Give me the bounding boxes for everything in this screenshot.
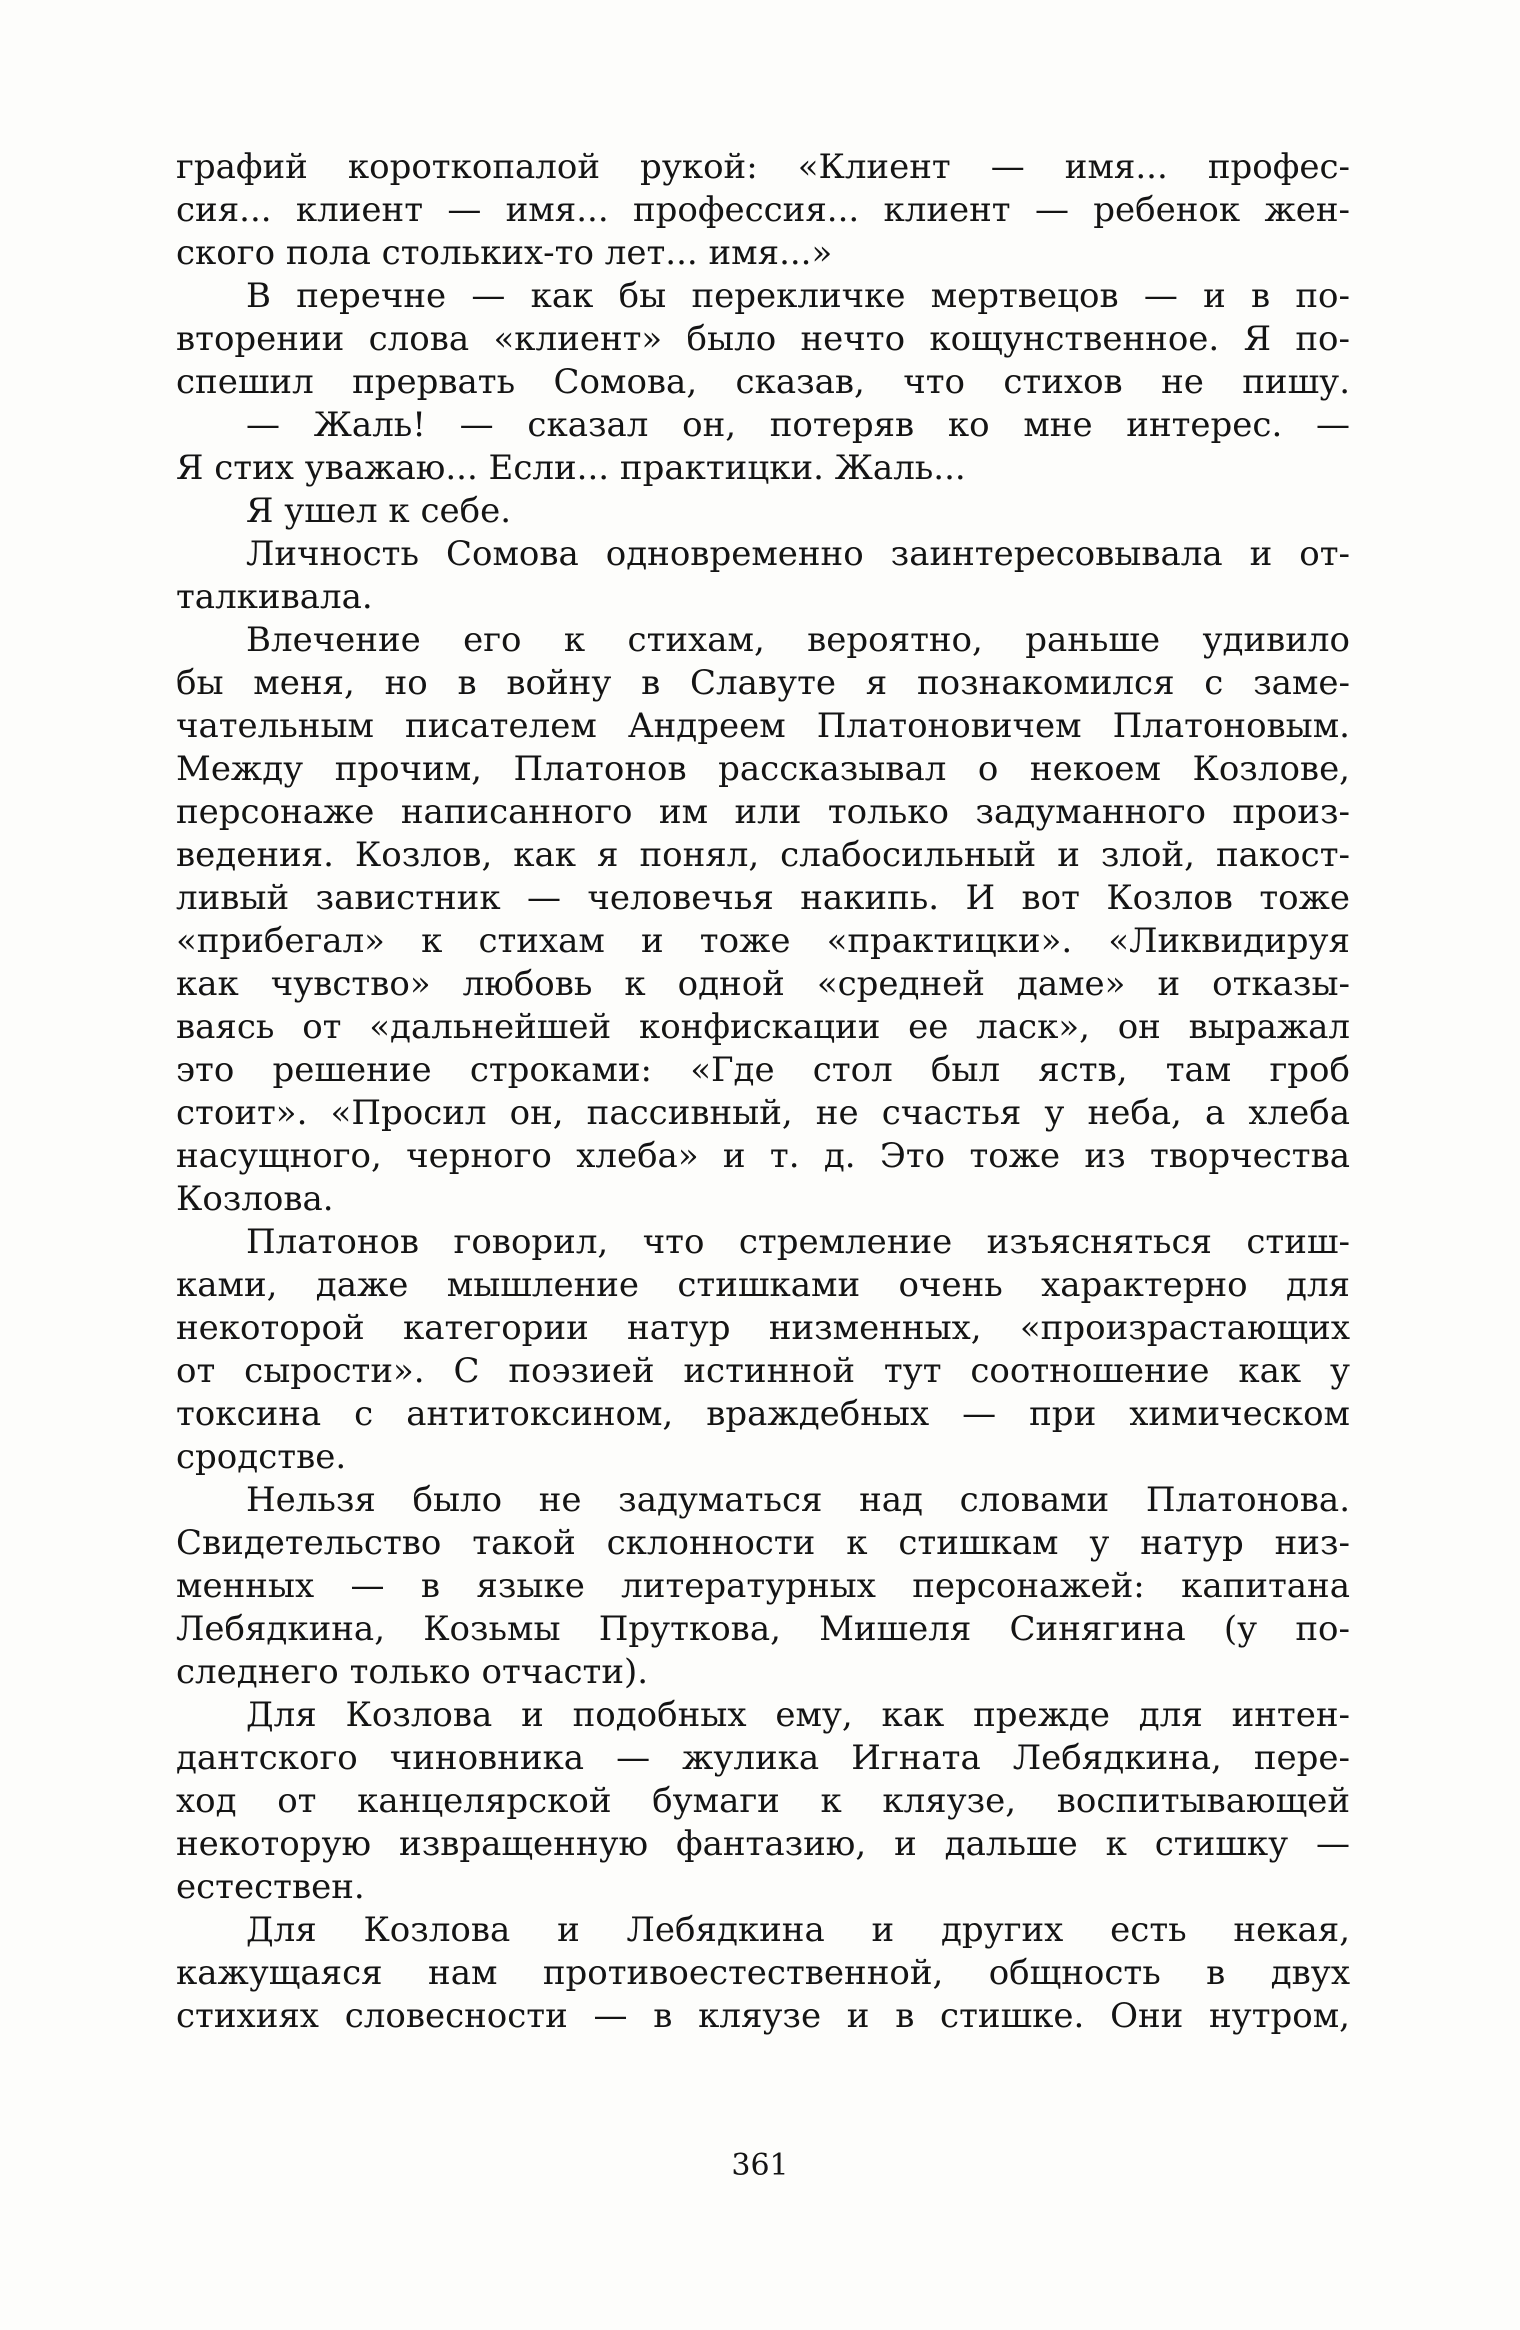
text-line: Я ушел к себе.	[246, 491, 512, 531]
text-line: менных — в языке литературных персонажей: капитана	[176, 1566, 1350, 1606]
text-line: персонаже написанного им или только задуманного произ-	[176, 792, 1350, 832]
text-line: чательным писателем Андреем Платоновичем Платоновым.	[176, 706, 1350, 746]
text-line: сия... клиент — имя... профессия... клиент — ребенок жен-	[176, 190, 1350, 230]
text-line: ского пола стольких-то лет... имя...»	[176, 233, 833, 273]
text-line: ведения. Козлов, как я понял, слабосильный и злой, пакост-	[176, 835, 1350, 875]
text-line: вторении слова «клиент» было нечто кощунственное. Я по-	[176, 319, 1350, 359]
page-number: 361	[731, 2148, 789, 2183]
text-line: некоторую извращенную фантазию, и дальше к стишку —	[176, 1824, 1350, 1864]
text-line: от сырости». С поэзией истинной тут соотношение как у	[176, 1351, 1350, 1391]
text-line: токсина с антитоксином, враждебных — при химическом	[176, 1394, 1350, 1434]
text-line: следнего только отчасти).	[176, 1652, 649, 1692]
text-line: дантского чиновника — жулика Игната Лебядкина, пере-	[176, 1738, 1350, 1778]
text-line: сродстве.	[176, 1437, 347, 1477]
text-line: стоит». «Просил он, пассивный, не счастья у неба, а хлеба	[176, 1093, 1350, 1133]
text-line: естествен.	[176, 1867, 365, 1907]
text-line: — Жаль! — сказал он, потеряв ко мне интерес. —	[246, 405, 1350, 445]
text-line: ход от канцелярской бумаги к кляузе, воспитывающей	[176, 1781, 1350, 1821]
text-line: В перечне — как бы перекличке мертвецов — и в по-	[246, 276, 1350, 316]
text-line: это решение строками: «Где стол был яств, там гроб	[176, 1050, 1350, 1090]
text-line: Для Козлова и Лебядкина и других есть некая,	[246, 1910, 1350, 1950]
text-line: ками, даже мышление стишками очень характерно для	[176, 1265, 1350, 1305]
text-line: Личность Сомова одновременно заинтересовывала и от-	[246, 534, 1350, 574]
text-line: кажущаяся нам противоестественной, общность в двух	[176, 1953, 1350, 1993]
text-line: как чувство» любовь к одной «средней даме» и отказы-	[176, 964, 1350, 1004]
text-line: Лебядкина, Козьмы Пруткова, Мишеля Синягина (у по-	[176, 1609, 1350, 1649]
text-line: некоторой категории натур низменных, «произрастающих	[176, 1308, 1350, 1348]
text-line: графий короткопалой рукой: «Клиент — имя... профес-	[176, 147, 1350, 187]
text-line: насущного, черного хлеба» и т. д. Это тоже из творчества	[176, 1136, 1350, 1176]
text-line: Влечение его к стихам, вероятно, раньше удивило	[246, 620, 1350, 660]
text-line: Платонов говорил, что стремление изъясняться стиш-	[246, 1222, 1350, 1262]
text-line: Козлова.	[176, 1179, 334, 1219]
body-text	[176, 146, 1350, 2038]
text-line: бы меня, но в войну в Славуте я познакомился с заме-	[176, 663, 1350, 703]
text-line: Свидетельство такой склонности к стишкам у натур низ-	[176, 1523, 1350, 1563]
text-line: Я стих уважаю... Если... практицки. Жаль...	[176, 448, 966, 488]
text-line: Нельзя было не задуматься над словами Платонова.	[246, 1480, 1350, 1520]
text-line: стихиях словесности — в кляузе и в стишке. Они нутром,	[176, 1996, 1350, 2036]
text-line: талкивала.	[176, 577, 373, 617]
text-line: «прибегал» к стихам и тоже «практицки». «Ликвидируя	[176, 921, 1350, 961]
text-line: Между прочим, Платонов рассказывал о некоем Козлове,	[176, 749, 1350, 789]
text-line: ваясь от «дальнейшей конфискации ее ласк», он выражал	[176, 1007, 1350, 1047]
text-line: Для Козлова и подобных ему, как прежде для интен-	[246, 1695, 1350, 1735]
text-line: спешил прервать Сомова, сказав, что стихов не пишу.	[176, 362, 1350, 402]
text-line: ливый завистник — человечья накипь. И вот Козлов тоже	[176, 878, 1350, 918]
